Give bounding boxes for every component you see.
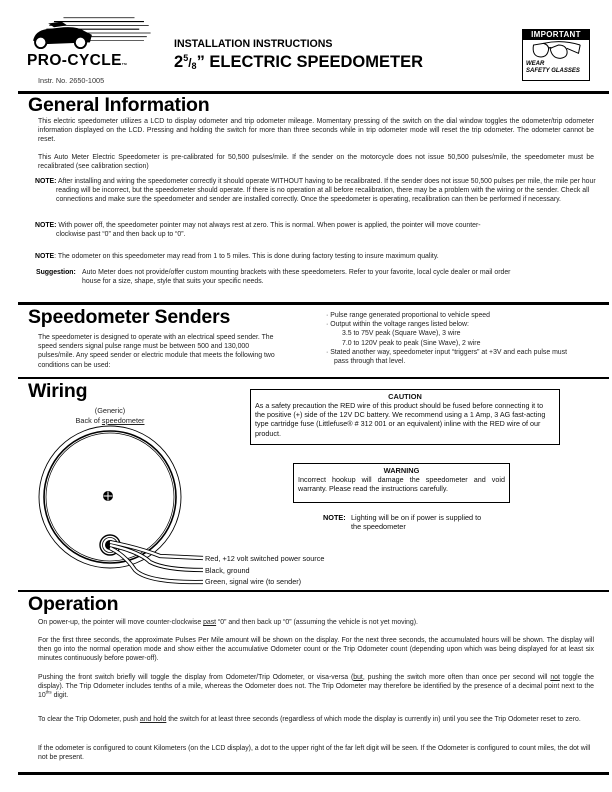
- warning-box: [293, 463, 510, 503]
- condition-item: · Pulse range generated proportional to vehicle speed: [326, 312, 490, 319]
- operation-paragraph-1: On power-up, the pointer will move counter-clockwise past “0” and then back up “0” (assuming the vehicle is not yet moving).: [38, 619, 418, 626]
- suggestion-label: Suggestion:: [36, 269, 76, 276]
- operation-paragraph-2: For the first three seconds, the approximate Pulses Per Mile amount will be shown on the display. For the next three seconds, the accumulated hours will be shown. The display will then go into the normal operation mode and show either the accumulative Odometer count or the Trip Odometer count (depending upon which was being displayed for at least six minutes continuously before power-off).: [38, 637, 594, 663]
- general-note-2: NOTE: With power off, the speedometer pointer may not always rest at zero. This is normal. When power is applied, the pointer will move counter-clockwise past “0” and then back up to “0”.: [35, 222, 481, 239]
- wire-labels: [205, 553, 324, 588]
- motorcycle-speed-icon: [22, 14, 157, 50]
- warning-title: WARNING: [383, 466, 420, 475]
- note-label: NOTE:: [35, 222, 57, 229]
- caution-box: [250, 389, 560, 445]
- instruction-number: Instr. No. 2650-1005: [38, 76, 105, 85]
- speedometer-back-diagram: [0, 424, 205, 592]
- senders-conditions: [326, 311, 576, 366]
- note-label: NOTE:: [323, 513, 346, 522]
- voltage-range: 7.0 to 120V peak to peak (Sine Wave), 2 wire: [342, 339, 481, 347]
- general-paragraph-1: This electric speedometer utilizes a LCD to display odometer and trip odometer mileage. Momentary pressing of the switch on the dial window toggles the odometer/trip odometer information displayed on the LCD. Pressing and holding the switch for more than three seconds while in trip odometer mode will reset the trip odometer. The odometer cannot be reset.: [38, 118, 594, 144]
- wiring-note: [323, 513, 493, 532]
- wiring-heading: Wiring: [28, 380, 88, 402]
- general-divider: [18, 302, 609, 305]
- wire-label-green: Green, signal wire (to sender): [205, 577, 302, 587]
- caution-text: As a safety precaution the RED wire of this product should be fused before connecting it to the positive (+) side of the 12V DC battery. We recommend using a 1 Amp, 3 AG fast-acting type cartridge fuse (Littlefuse® # 312 001 or an equivalent) inline with the RED wire of our product.: [255, 401, 546, 438]
- caution-title: CAUTION: [388, 392, 422, 401]
- general-paragraph-2: This Auto Meter Electric Speedometer is pre-calibrated for 50,500 pulses/mile. If the sender on the motorcycle does not issue 50,500 pulses/mile, the speedometer must be recalibrated (see calibration section): [38, 154, 594, 171]
- warning-text: Incorrect hookup will damage the speedometer and void warranty. Please read the instructions carefully.: [298, 475, 505, 494]
- suggestion-block: [36, 268, 516, 286]
- badge-important-label: IMPORTANT: [523, 30, 589, 40]
- operation-paragraph-3: Pushing the front switch briefly will toggle the display from Odometer/Trip Odometer, or visa-versa (but, pushing the switch more often than once per second will not toggle the display). The Trip Odometer includes tenths of a mile, whereas the Odometer does not. The Trip Odometer may therefore be identified by the presence of a decimal point next to the $10^{ths}$ digit.: [38, 674, 594, 700]
- wire-label-red: Red, +12 volt switched power source: [205, 554, 325, 563]
- general-note-3: NOTE: The odometer on this speedometer may read from 1 to 5 miles. This is done during factory testing to insure maximum quality.: [35, 253, 439, 260]
- safety-glasses-badge: [522, 29, 590, 81]
- operation-paragraph-5: If the odometer is configured to count Kilometers (on the LCD display), a dot to the upper right of the far left digit will be seen. If the Odometer is configured to count miles, the dot will not be present.: [38, 745, 591, 762]
- senders-divider: [18, 377, 609, 379]
- condition-item: · Stated another way, speedometer input “triggers” at +3V and each pulse must pass through that level.: [326, 348, 567, 366]
- wiring-divider: [18, 590, 609, 592]
- wire-label-black: Black, ground: [205, 565, 250, 575]
- brand-name: PRO-CYCLETM: [27, 52, 128, 69]
- senders-heading: Speedometer Senders: [28, 306, 231, 328]
- wiring-note-text: Lighting will be on if power is supplied to the speedometer: [351, 513, 482, 532]
- suggestion-text: Auto Meter does not provide/offer custom mounting brackets with these speedometers. Refer to your favorite, local cycle dealer or mail order house for a size, shape, style that suits your specific needs.: [82, 269, 511, 286]
- badge-wear-text: WEAR SAFETY GLASSES: [526, 61, 580, 74]
- operation-paragraph-4: To clear the Trip Odometer, push and hold the switch for at least three seconds (regardless of which mode the display is currently in) until you see the Trip Odometer reset to zero.: [38, 716, 581, 723]
- doc-title: $2^5/8$” ELECTRIC SPEEDOMETER: [174, 53, 424, 71]
- doc-subtitle: INSTALLATION INSTRUCTIONS: [174, 38, 333, 50]
- general-information-heading: General Information: [28, 94, 210, 116]
- diagram-label: (Generic) Back of speedometer: [75, 406, 145, 425]
- center-screw-icon: [103, 491, 113, 501]
- note-label: NOTE:: [35, 178, 57, 185]
- footer-divider: [18, 772, 609, 775]
- senders-body: The speedometer is designed to operate with an electrical speed sender. The speed senders signal pulse range must be between 500 and 130,000 pulses/mile. Any speed sender or electric module that meets the following two conditions can be used:: [38, 334, 275, 369]
- note-label: NOTE: [35, 253, 55, 260]
- general-note-1: NOTE: After installing and wiring the speedometer correctly it should operate WITHOUT having to be recalibrated. If the sender does not issue 50,500 pulses per mile, the mile per hour reading will be incorrect, but the speedometer should operate. If there is no operation at all before recalibration, there may be a problem with the wiring or the sender. Check all connections and make sure the speedometer and sender are installed correctly. Once the speedometer is operating, recalibration can then be performed if necessary.: [35, 178, 596, 204]
- condition-item: · Output within the voltage ranges listed below:: [326, 321, 469, 329]
- safety-glasses-icon: [523, 40, 589, 60]
- voltage-range: 3.5 to 75V peak (Square Wave), 3 wire: [342, 330, 461, 338]
- operation-heading: Operation: [28, 593, 119, 615]
- brand-logo: [22, 14, 157, 70]
